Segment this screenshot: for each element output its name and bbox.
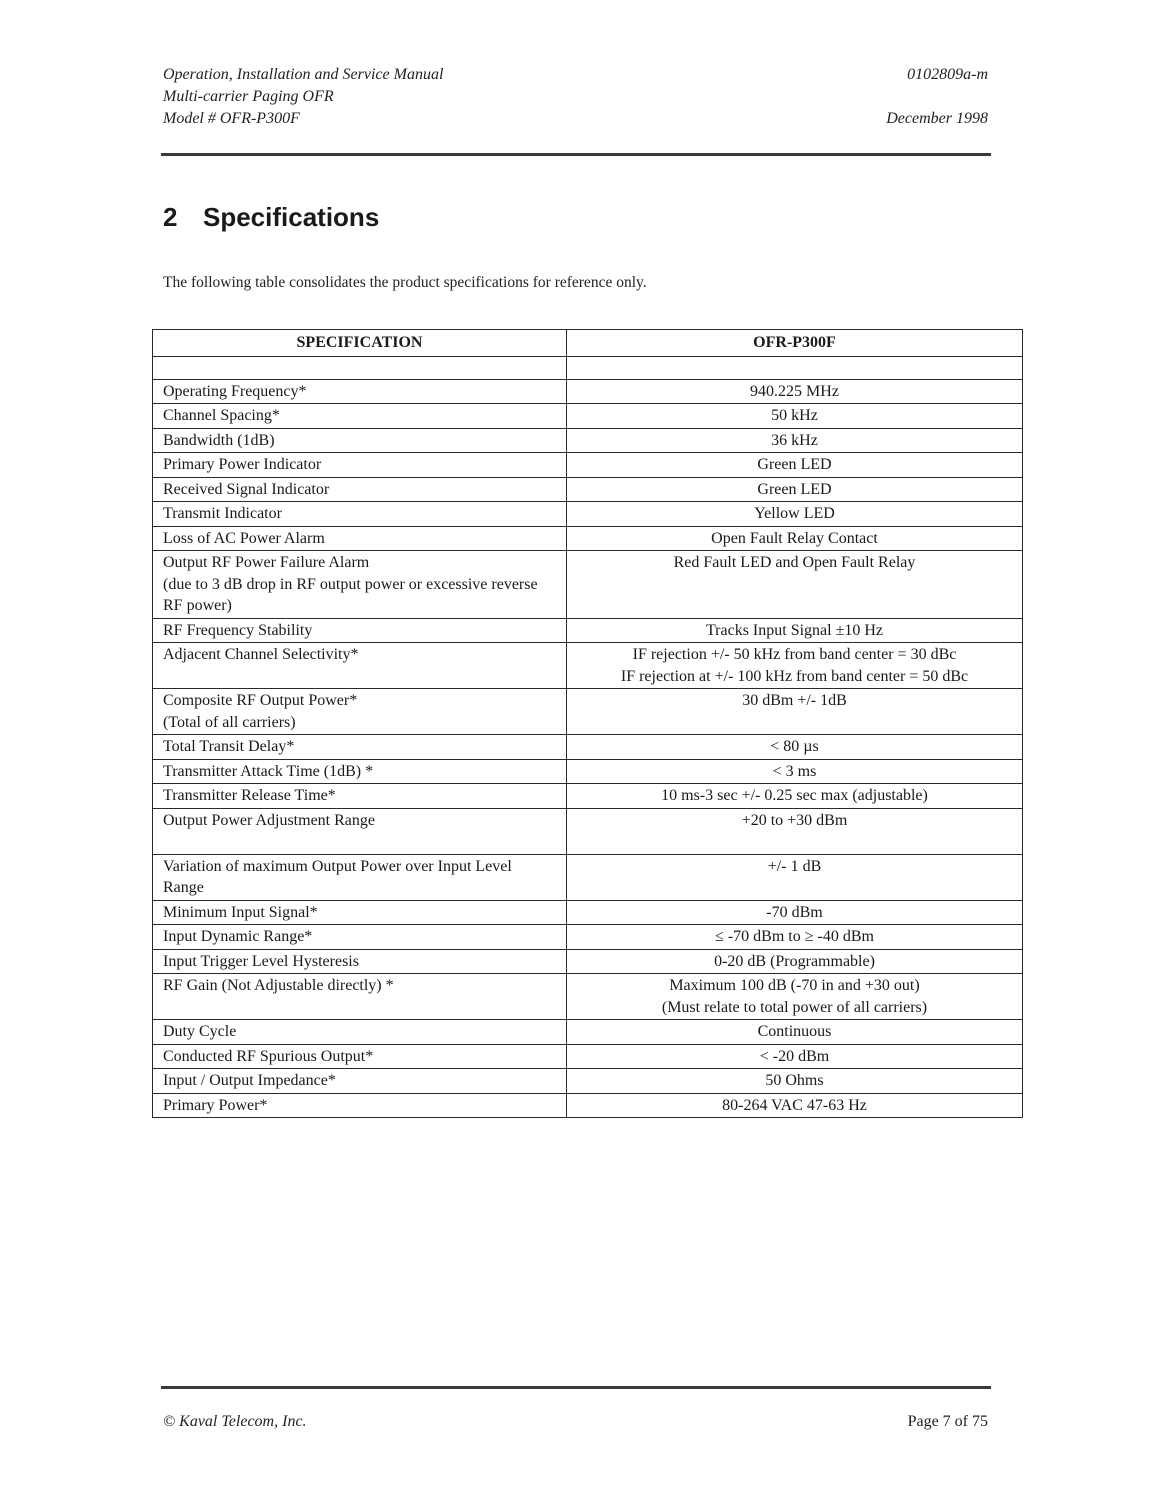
spec-name-cell — [153, 759, 567, 784]
spec-name: Adjacent Channel Selectivity* — [163, 646, 359, 663]
spec-value: -70 dBm — [766, 903, 823, 921]
spec-value-cell — [567, 502, 1023, 527]
spec-value-cell — [567, 1044, 1023, 1069]
table-row — [153, 502, 1023, 527]
section-title — [163, 202, 379, 233]
spec-value: +20 to +30 dBm — [741, 811, 848, 829]
spec-value: Continuous — [757, 1023, 832, 1040]
spec-value: IF rejection +/- 50 kHz from band center = 30 dBc — [632, 646, 957, 663]
spec-value: < -20 dBm — [759, 1047, 830, 1065]
spec-name: Composite RF Output Power* — [163, 692, 358, 709]
spec-name: Input Dynamic Range* — [163, 928, 313, 945]
spec-value: 80-264 VAC 47-63 Hz — [722, 1096, 867, 1114]
spec-value-cell — [567, 808, 1023, 854]
spec-name-cell — [153, 689, 567, 735]
spec-value-cell — [567, 404, 1023, 429]
table-row — [153, 949, 1023, 974]
table-row — [153, 618, 1023, 643]
spec-name-cell — [153, 854, 567, 900]
spec-name-cell — [153, 974, 567, 1020]
spec-name-cell — [153, 526, 567, 551]
table-row — [153, 900, 1023, 925]
spec-name-cell — [153, 735, 567, 760]
spec-name: (Total of all carriers) — [163, 713, 296, 731]
spec-name: Minimum Input Signal* — [163, 903, 318, 921]
spec-name-cell — [153, 1044, 567, 1069]
manual-title: Operation, Installation and Service Manual — [163, 66, 444, 83]
spec-value: 50 Ohms — [765, 1072, 824, 1089]
spec-value: Green LED — [757, 480, 832, 498]
table-row — [153, 1093, 1023, 1118]
spec-name-cell — [153, 949, 567, 974]
spec-name-cell — [153, 1093, 567, 1118]
spec-value-cell — [567, 453, 1023, 478]
spec-value: < 80 µs — [770, 738, 819, 755]
spec-value-cell — [567, 689, 1023, 735]
table-header-row — [153, 330, 1023, 357]
table-row — [153, 1044, 1023, 1069]
spec-name: Output RF Power Failure Alarm — [163, 554, 370, 571]
spec-name: Operating Frequency* — [163, 382, 307, 400]
spec-value: Tracks Input Signal ±10 Hz — [705, 621, 884, 639]
section-title-text: Specifications — [203, 202, 380, 232]
spec-value: 940.225 MHz — [750, 382, 839, 400]
spec-value: Open Fault Relay Contact — [711, 529, 878, 547]
table-row — [153, 526, 1023, 551]
spec-value-cell — [567, 1020, 1023, 1045]
table-row — [153, 735, 1023, 760]
spec-name: RF Frequency Stability — [163, 621, 313, 639]
spec-name — [163, 831, 556, 853]
spec-name-cell — [153, 808, 567, 854]
spec-value-cell — [567, 551, 1023, 619]
spec-name: Input Trigger Level Hysteresis — [163, 952, 359, 970]
footer-rule — [161, 1386, 991, 1389]
spec-value: Green LED — [757, 456, 832, 473]
footer-page-number: Page 7 of 75 — [907, 1413, 988, 1430]
spec-name-cell — [153, 379, 567, 404]
spec-name: Conducted RF Spurious Output* — [163, 1047, 374, 1065]
table-body — [153, 356, 1023, 1118]
spec-name-cell — [153, 1020, 567, 1045]
spec-value-cell — [567, 379, 1023, 404]
table-row — [153, 379, 1023, 404]
table-row — [153, 759, 1023, 784]
table-row — [153, 784, 1023, 809]
header-rule — [161, 153, 991, 156]
table-row — [153, 974, 1023, 1020]
spec-name: Duty Cycle — [163, 1023, 237, 1040]
spec-name: (due to 3 dB drop in RF output power or excessive reverse RF power) — [163, 575, 538, 614]
spec-value: 50 kHz — [771, 407, 818, 424]
spec-name-cell — [153, 477, 567, 502]
table-row — [153, 854, 1023, 900]
spec-value-cell — [567, 949, 1023, 974]
spec-value-cell — [567, 735, 1023, 760]
header-left — [163, 64, 443, 130]
spec-value: Yellow LED — [754, 505, 835, 522]
spec-value: ≤ -70 dBm to ≥ -40 dBm — [715, 928, 874, 945]
spec-name-cell — [153, 900, 567, 925]
table-row — [153, 404, 1023, 429]
spec-name-cell — [153, 551, 567, 619]
table-row — [153, 689, 1023, 735]
spec-value-cell — [567, 759, 1023, 784]
spec-name: Total Transit Delay* — [163, 738, 295, 755]
spec-name: Output Power Adjustment Range — [163, 811, 375, 829]
specifications-table — [152, 329, 1023, 1118]
section-number: 2 — [163, 202, 178, 232]
table-row — [153, 1020, 1023, 1045]
header-right — [886, 64, 988, 130]
spec-name-cell — [153, 618, 567, 643]
blank-row — [153, 356, 1023, 379]
spec-value: Red Fault LED and Open Fault Relay — [673, 554, 916, 571]
intro-paragraph: The following table consolidates the product specifications for reference only. — [163, 274, 647, 291]
table-row — [153, 1069, 1023, 1094]
spec-value-cell — [567, 900, 1023, 925]
spec-name-cell — [153, 502, 567, 527]
spec-value-cell — [567, 477, 1023, 502]
spec-name: Loss of AC Power Alarm — [163, 529, 325, 547]
spec-name-cell — [153, 1069, 567, 1094]
spec-value: (Must relate to total power of all carriers) — [661, 998, 928, 1016]
table-row — [153, 551, 1023, 619]
spec-name: Channel Spacing* — [163, 407, 280, 424]
spec-value-cell — [567, 643, 1023, 689]
spec-name-cell — [153, 784, 567, 809]
spec-name: Primary Power* — [163, 1096, 268, 1114]
column-header-model: OFR-P300F — [567, 330, 1023, 357]
table-row — [153, 477, 1023, 502]
table-row — [153, 428, 1023, 453]
table-row — [153, 453, 1023, 478]
spec-value-cell — [567, 1093, 1023, 1118]
spec-name: Transmitter Release Time* — [163, 787, 336, 804]
product-name: Multi-carrier Paging OFR — [163, 88, 334, 105]
spec-value-cell — [567, 428, 1023, 453]
doc-number: 0102809a-m — [907, 66, 988, 83]
spec-value-cell — [567, 974, 1023, 1020]
table-row — [153, 643, 1023, 689]
spec-value: 30 dBm +/- 1dB — [742, 692, 847, 709]
spec-name-cell — [153, 643, 567, 689]
spec-name: Transmit Indicator — [163, 505, 282, 522]
table-row — [153, 925, 1023, 950]
spec-value: Maximum 100 dB (-70 in and +30 out) — [669, 977, 920, 994]
spec-value-cell — [567, 925, 1023, 950]
spec-value-cell — [567, 618, 1023, 643]
spec-value: < 3 ms — [772, 762, 817, 780]
spec-value: 0-20 dB (Programmable) — [714, 952, 875, 970]
spec-name: Received Signal Indicator — [163, 480, 330, 498]
spec-name: Primary Power Indicator — [163, 456, 322, 473]
spec-value: +/- 1 dB — [767, 857, 822, 875]
footer-copyright: © Kaval Telecom, Inc. — [163, 1413, 307, 1430]
model-number: Model # OFR-P300F — [163, 110, 300, 127]
spec-name: Transmitter Attack Time (1dB) * — [163, 762, 374, 780]
table-row — [153, 808, 1023, 854]
spec-name-cell — [153, 428, 567, 453]
spec-value-cell — [567, 526, 1023, 551]
spec-value: 36 kHz — [771, 431, 818, 449]
doc-date: December 1998 — [886, 110, 988, 127]
spec-name: Bandwidth (1dB) — [163, 431, 275, 449]
spec-name: Input / Output Impedance* — [163, 1072, 336, 1089]
spec-value-cell — [567, 784, 1023, 809]
spec-value-cell — [567, 1069, 1023, 1094]
spec-value: 10 ms-3 sec +/- 0.25 sec max (adjustable) — [661, 787, 928, 804]
spec-name-cell — [153, 925, 567, 950]
spec-name: Variation of maximum Output Power over Input Level Range — [163, 857, 512, 896]
spec-name-cell — [153, 453, 567, 478]
spec-name: RF Gain (Not Adjustable directly) * — [163, 977, 394, 994]
column-header-specification: SPECIFICATION — [153, 330, 567, 357]
spec-name-cell — [153, 404, 567, 429]
spec-value-cell — [567, 854, 1023, 900]
spec-value: IF rejection at +/- 100 kHz from band center = 50 dBc — [620, 667, 969, 685]
